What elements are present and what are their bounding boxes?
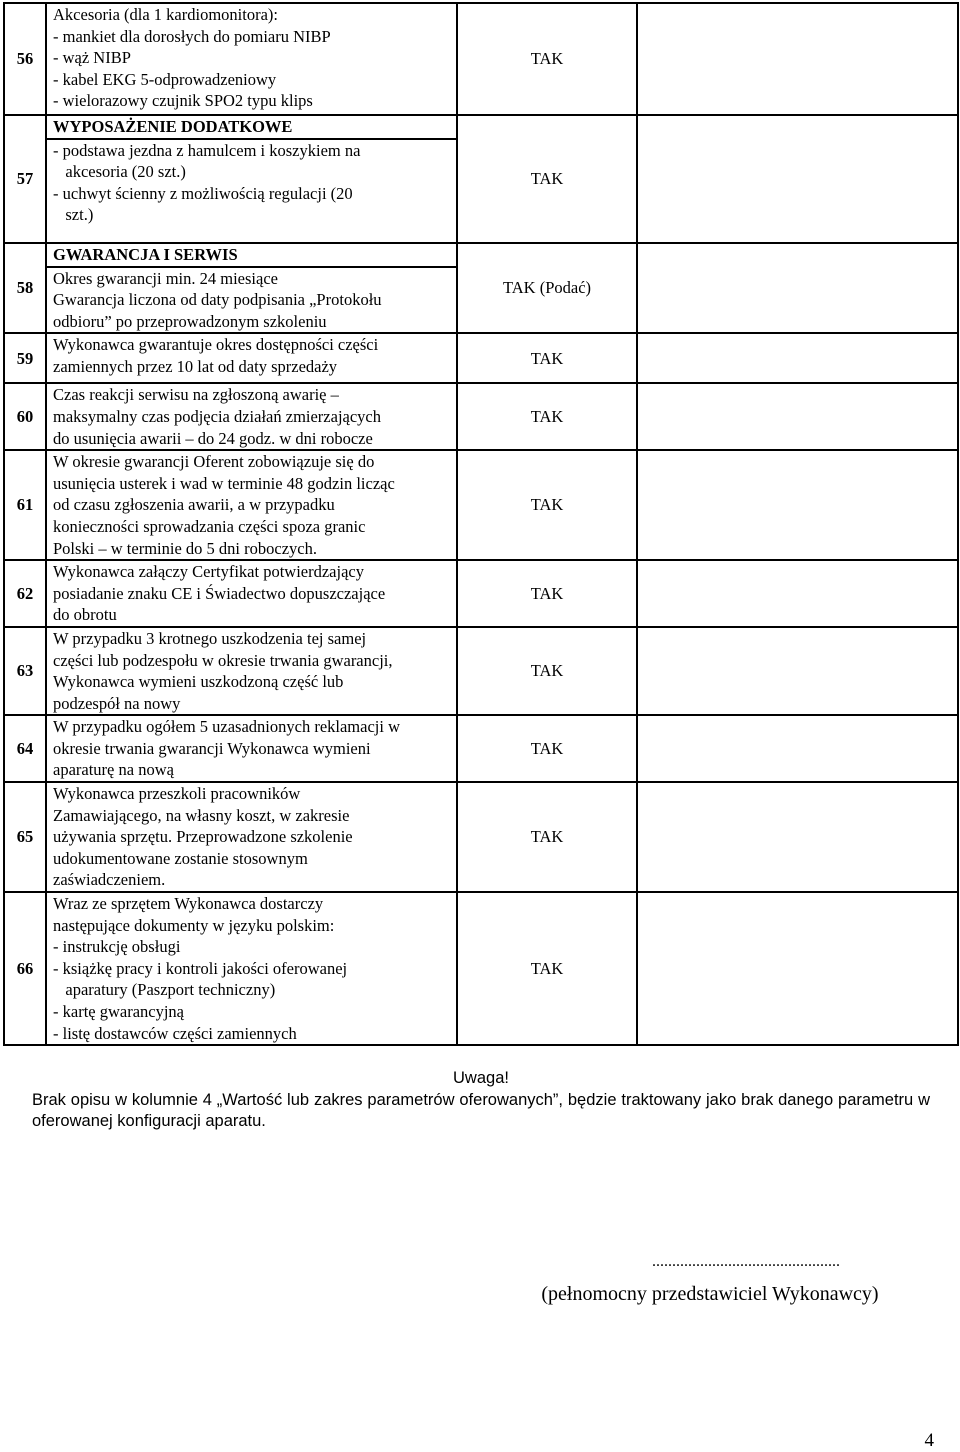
row-description [46,627,457,715]
table-row [4,892,958,1045]
row-description [46,243,457,333]
offered-value-cell[interactable] [637,782,958,892]
offered-value-cell[interactable] [637,243,958,333]
description-line: W przypadku ogółem 5 uzasadnionych reklamacji w [53,717,400,737]
section-header: GWARANCJA I SERWIS [53,245,238,264]
row-number: 59 [4,333,46,383]
description-line: zamiennych przez 10 lat od daty sprzedaży [53,356,338,376]
description-line: następujące dokumenty w języku polskim: [53,915,335,935]
offered-value-cell[interactable] [637,383,958,450]
description-line: - wielorazowy czujnik SPO2 typu klips [53,91,313,111]
description-line: - książkę pracy i kontroli jakości oferowanej [53,958,348,978]
description-line: od czasu zgłoszenia awarii, a w przypadku [53,495,335,515]
table-row [4,243,958,333]
required-value: TAK [457,450,637,560]
row-description [46,383,457,450]
description-line: - listę dostawców części zamiennych [53,1023,297,1043]
offered-value-cell[interactable] [637,450,958,560]
description-line: - instrukcję obsługi [53,937,181,957]
signature-dots: ............................................... [652,1253,840,1270]
page-number: 4 [924,1430,934,1451]
description-line: aparaturę na nową [53,760,174,780]
required-value: TAK [457,3,637,115]
description-line: podzespół na nowy [53,693,181,713]
note-title: Uwaga! [453,1069,509,1087]
row-description [46,115,457,243]
description-line: Okres gwarancji min. 24 miesiące [53,268,278,288]
description-line: usunięcia usterek i wad w terminie 48 godzin licząc [53,473,395,493]
row-number: 65 [4,782,46,892]
required-value: TAK [457,115,637,243]
offered-value-cell[interactable] [637,3,958,115]
row-number: 66 [4,892,46,1045]
section-content [47,266,456,333]
table-row [4,782,958,892]
description-line: konieczności sprowadzania części spoza granic [53,516,366,536]
offered-value-cell[interactable] [637,715,958,782]
description-line: W przypadku 3 krotnego uszkodzenia tej samej [53,628,367,648]
offered-value-cell[interactable] [637,892,958,1045]
row-description [46,782,457,892]
table-row [4,627,958,715]
row-number: 63 [4,627,46,715]
description-line: Zamawiającego, na własny koszt, w zakresie [53,805,350,825]
table-row [4,115,958,243]
description-line: - mankiet dla dorosłych do pomiaru NIBP [53,26,331,46]
description-line: Czas reakcji serwisu na zgłoszoną awarię – [53,385,339,405]
description-line: Polski – w terminie do 5 dni roboczych. [53,538,317,558]
description-line: zaświadczeniem. [53,870,166,890]
offered-value-cell[interactable] [637,627,958,715]
spec-table-body [4,3,958,1045]
description-line: aparatury (Paszport techniczny) [53,980,276,1000]
description-line: używania sprzętu. Przeprowadzone szkolenie [53,827,353,847]
table-row [4,383,958,450]
section-content [47,138,456,226]
description-line: posiadanie znaku CE i Świadectwo dopuszczające [53,583,386,603]
table-row [4,715,958,782]
row-description [46,892,457,1045]
required-value: TAK [457,560,637,627]
row-description [46,560,457,627]
row-number: 58 [4,243,46,333]
signature-caption: (pełnomocny przedstawiciel Wykonawcy) [541,1283,879,1305]
description-line: do obrotu [53,605,117,625]
description-line: Gwarancja liczona od daty podpisania „Protokołu [53,290,382,310]
row-description [46,333,457,383]
description-line: - podstawa jezdna z hamulcem i koszykiem na [53,140,361,160]
description-line: Wykonawca gwarantuje okres dostępności części [53,335,379,355]
table-row [4,560,958,627]
description-line: Akcesoria (dla 1 kardiomonitora): [53,5,278,24]
description-line: maksymalny czas podjęcia działań zmierzających [53,406,382,426]
row-description [46,450,457,560]
note-body: Brak opisu w kolumnie 4 „Wartość lub zakres parametrów oferowanych”, będzie traktowany jako brak danego parametru w oferowanej konfiguracji aparatu. [32,1090,930,1130]
description-line: - kabel EKG 5-odprowadzeniowy [53,69,277,89]
row-number: 60 [4,383,46,450]
description-line: Wykonawca wymieni uszkodzoną część lub [53,672,344,692]
description-line: Wykonawca załączy Certyfikat potwierdzający [53,562,364,582]
description-line: W okresie gwarancji Oferent zobowiązuje się do [53,452,375,472]
table-row [4,333,958,383]
section-header: WYPOSAŻENIE DODATKOWE [53,117,293,136]
description-line: odbioru” po przeprowadzonym szkoleniu [53,311,327,331]
description-line: akcesoria (20 szt.) [53,162,186,182]
description-line: szt.) [53,205,94,225]
signature-block [500,1250,920,1306]
table-row [4,450,958,560]
description-line: do usunięcia awarii – do 24 godz. w dni robocze [53,428,373,448]
description-line: - uchwyt ścienny z możliwością regulacji (20 [53,183,353,203]
required-value: TAK [457,333,637,383]
description-line: Wykonawca przeszkoli pracowników [53,784,301,804]
required-value: TAK [457,715,637,782]
required-value: TAK (Podać) [457,243,637,333]
row-number: 61 [4,450,46,560]
offered-value-cell[interactable] [637,115,958,243]
row-number: 62 [4,560,46,627]
description-line: - kartę gwarancyjną [53,1002,185,1021]
row-number: 57 [4,115,46,243]
row-number: 64 [4,715,46,782]
description-line: udokumentowane zostanie stosownym [53,848,308,868]
description-line: okresie trwania gwarancji Wykonawca wymieni [53,738,371,758]
row-description [46,3,457,115]
row-description [46,715,457,782]
note-block [32,1068,930,1133]
spec-table [3,2,959,1046]
description-line: - wąż NIBP [53,48,131,68]
table-row [4,3,958,115]
required-value: TAK [457,782,637,892]
description-line: części lub podzespołu w okresie trwania gwarancji, [53,650,393,670]
required-value: TAK [457,892,637,1045]
required-value: TAK [457,627,637,715]
offered-value-cell[interactable] [637,333,958,383]
row-number: 56 [4,3,46,115]
description-line: Wraz ze sprzętem Wykonawca dostarczy [53,894,324,914]
required-value: TAK [457,383,637,450]
offered-value-cell[interactable] [637,560,958,627]
